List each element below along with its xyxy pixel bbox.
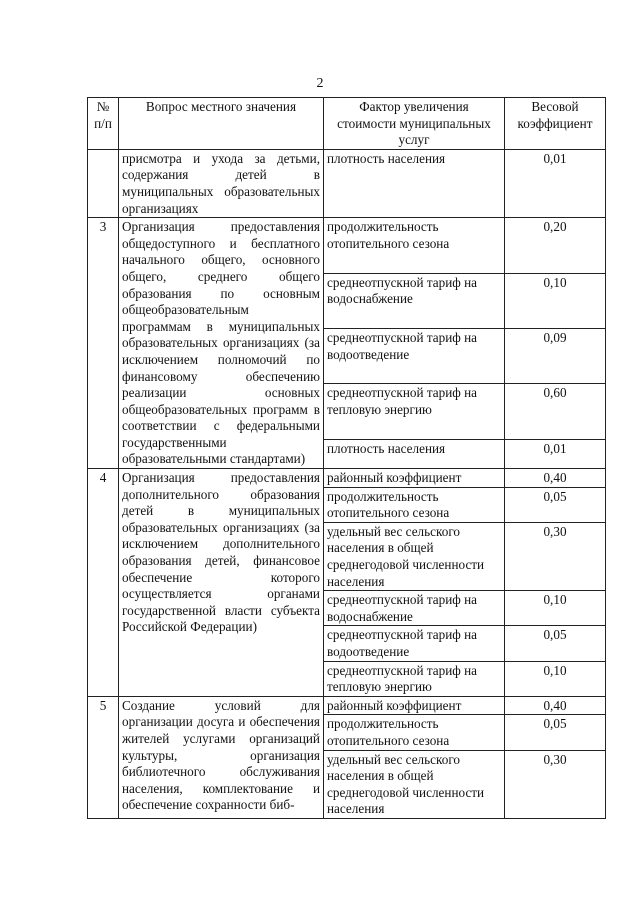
table-row (88, 469, 606, 488)
weight-cell: 0,60 (505, 384, 606, 439)
table-row (88, 218, 606, 273)
coefficients-table (87, 97, 606, 819)
header-question: Вопрос местного значения (119, 98, 324, 150)
factor-cell: среднеотпускной тариф на водоотведение (324, 626, 505, 661)
row-number: 4 (88, 469, 119, 697)
factor-cell: среднеотпускной тариф на тепловую энергию (324, 661, 505, 696)
header-weight: Весовой коэффициент (505, 98, 606, 150)
factor-cell: продолжительность отопительного сезона (324, 715, 505, 750)
factor-cell: районный коэффициент (324, 469, 505, 488)
weight-cell: 0,01 (505, 149, 606, 217)
page-number: 2 (316, 76, 324, 91)
weight-cell: 0,09 (505, 328, 606, 383)
weight-cell: 0,10 (505, 591, 606, 626)
weight-cell: 0,05 (505, 626, 606, 661)
weight-cell: 0,40 (505, 696, 606, 715)
table-header-row (88, 98, 606, 150)
weight-cell: 0,10 (505, 661, 606, 696)
table-row (88, 149, 606, 217)
row-number: 5 (88, 696, 119, 818)
factor-cell: плотность населения (324, 439, 505, 468)
row-number: 3 (88, 218, 119, 469)
weight-cell: 0,30 (505, 750, 606, 818)
factor-cell: продолжительность отопительного сезона (324, 218, 505, 273)
weight-cell: 0,40 (505, 469, 606, 488)
weight-cell: 0,20 (505, 218, 606, 273)
factor-cell: среднеотпускной тариф на водоснабжение (324, 273, 505, 328)
weight-cell: 0,01 (505, 439, 606, 468)
factor-cell: удельный вес сельского населения в общей среднегодовой численности населения (324, 750, 505, 818)
factor-cell: продолжительность отопительного сезона (324, 487, 505, 522)
header-num: № п/п (88, 98, 119, 150)
header-factor: Фактор увеличения стоимости муниципальных услуг (324, 98, 505, 150)
weight-cell: 0,30 (505, 522, 606, 590)
factor-cell: плотность населения (324, 149, 505, 217)
weight-cell: 0,10 (505, 273, 606, 328)
weight-cell: 0,05 (505, 487, 606, 522)
factor-cell: среднеотпускной тариф на водоснабжение (324, 591, 505, 626)
factor-cell: среднеотпускной тариф на водоотведение (324, 328, 505, 383)
factor-cell: районный коэффициент (324, 696, 505, 715)
question-cell: Создание условий для организации досуга и обеспечения жителей услугами организаций культуры, организация библиотечного обслуживания населения, комплектование и обеспечение сохранности биб- (119, 696, 324, 818)
question-cell: Организация предоставления общедоступного и бесплатного начального общего, основного общего, среднего общего образования по основным общеобразовательным программам в муниципальных образовательных организациях (за исключением полномочий по финансовому обеспечению реализации основных общеобразовательных программ в соответствии с федеральными государственными образовательными стандартами) (119, 218, 324, 469)
factor-cell: удельный вес сельского населения в общей среднегодовой численности населения (324, 522, 505, 590)
weight-cell: 0,05 (505, 715, 606, 750)
question-cell: присмотра и ухода за детьми, содержания детей в муниципальных образовательных организациях (119, 149, 324, 217)
table-body (88, 149, 606, 818)
row-number (88, 149, 119, 217)
question-cell: Организация предоставления дополнительного образования детей в муниципальных образовательных организациях (за исключением дополнительного образования детей, финансовое обеспечение которого осуществляется органами государственной власти субъекта Российской Федерации) (119, 469, 324, 697)
table-row (88, 696, 606, 715)
factor-cell: среднеотпускной тариф на тепловую энергию (324, 384, 505, 439)
